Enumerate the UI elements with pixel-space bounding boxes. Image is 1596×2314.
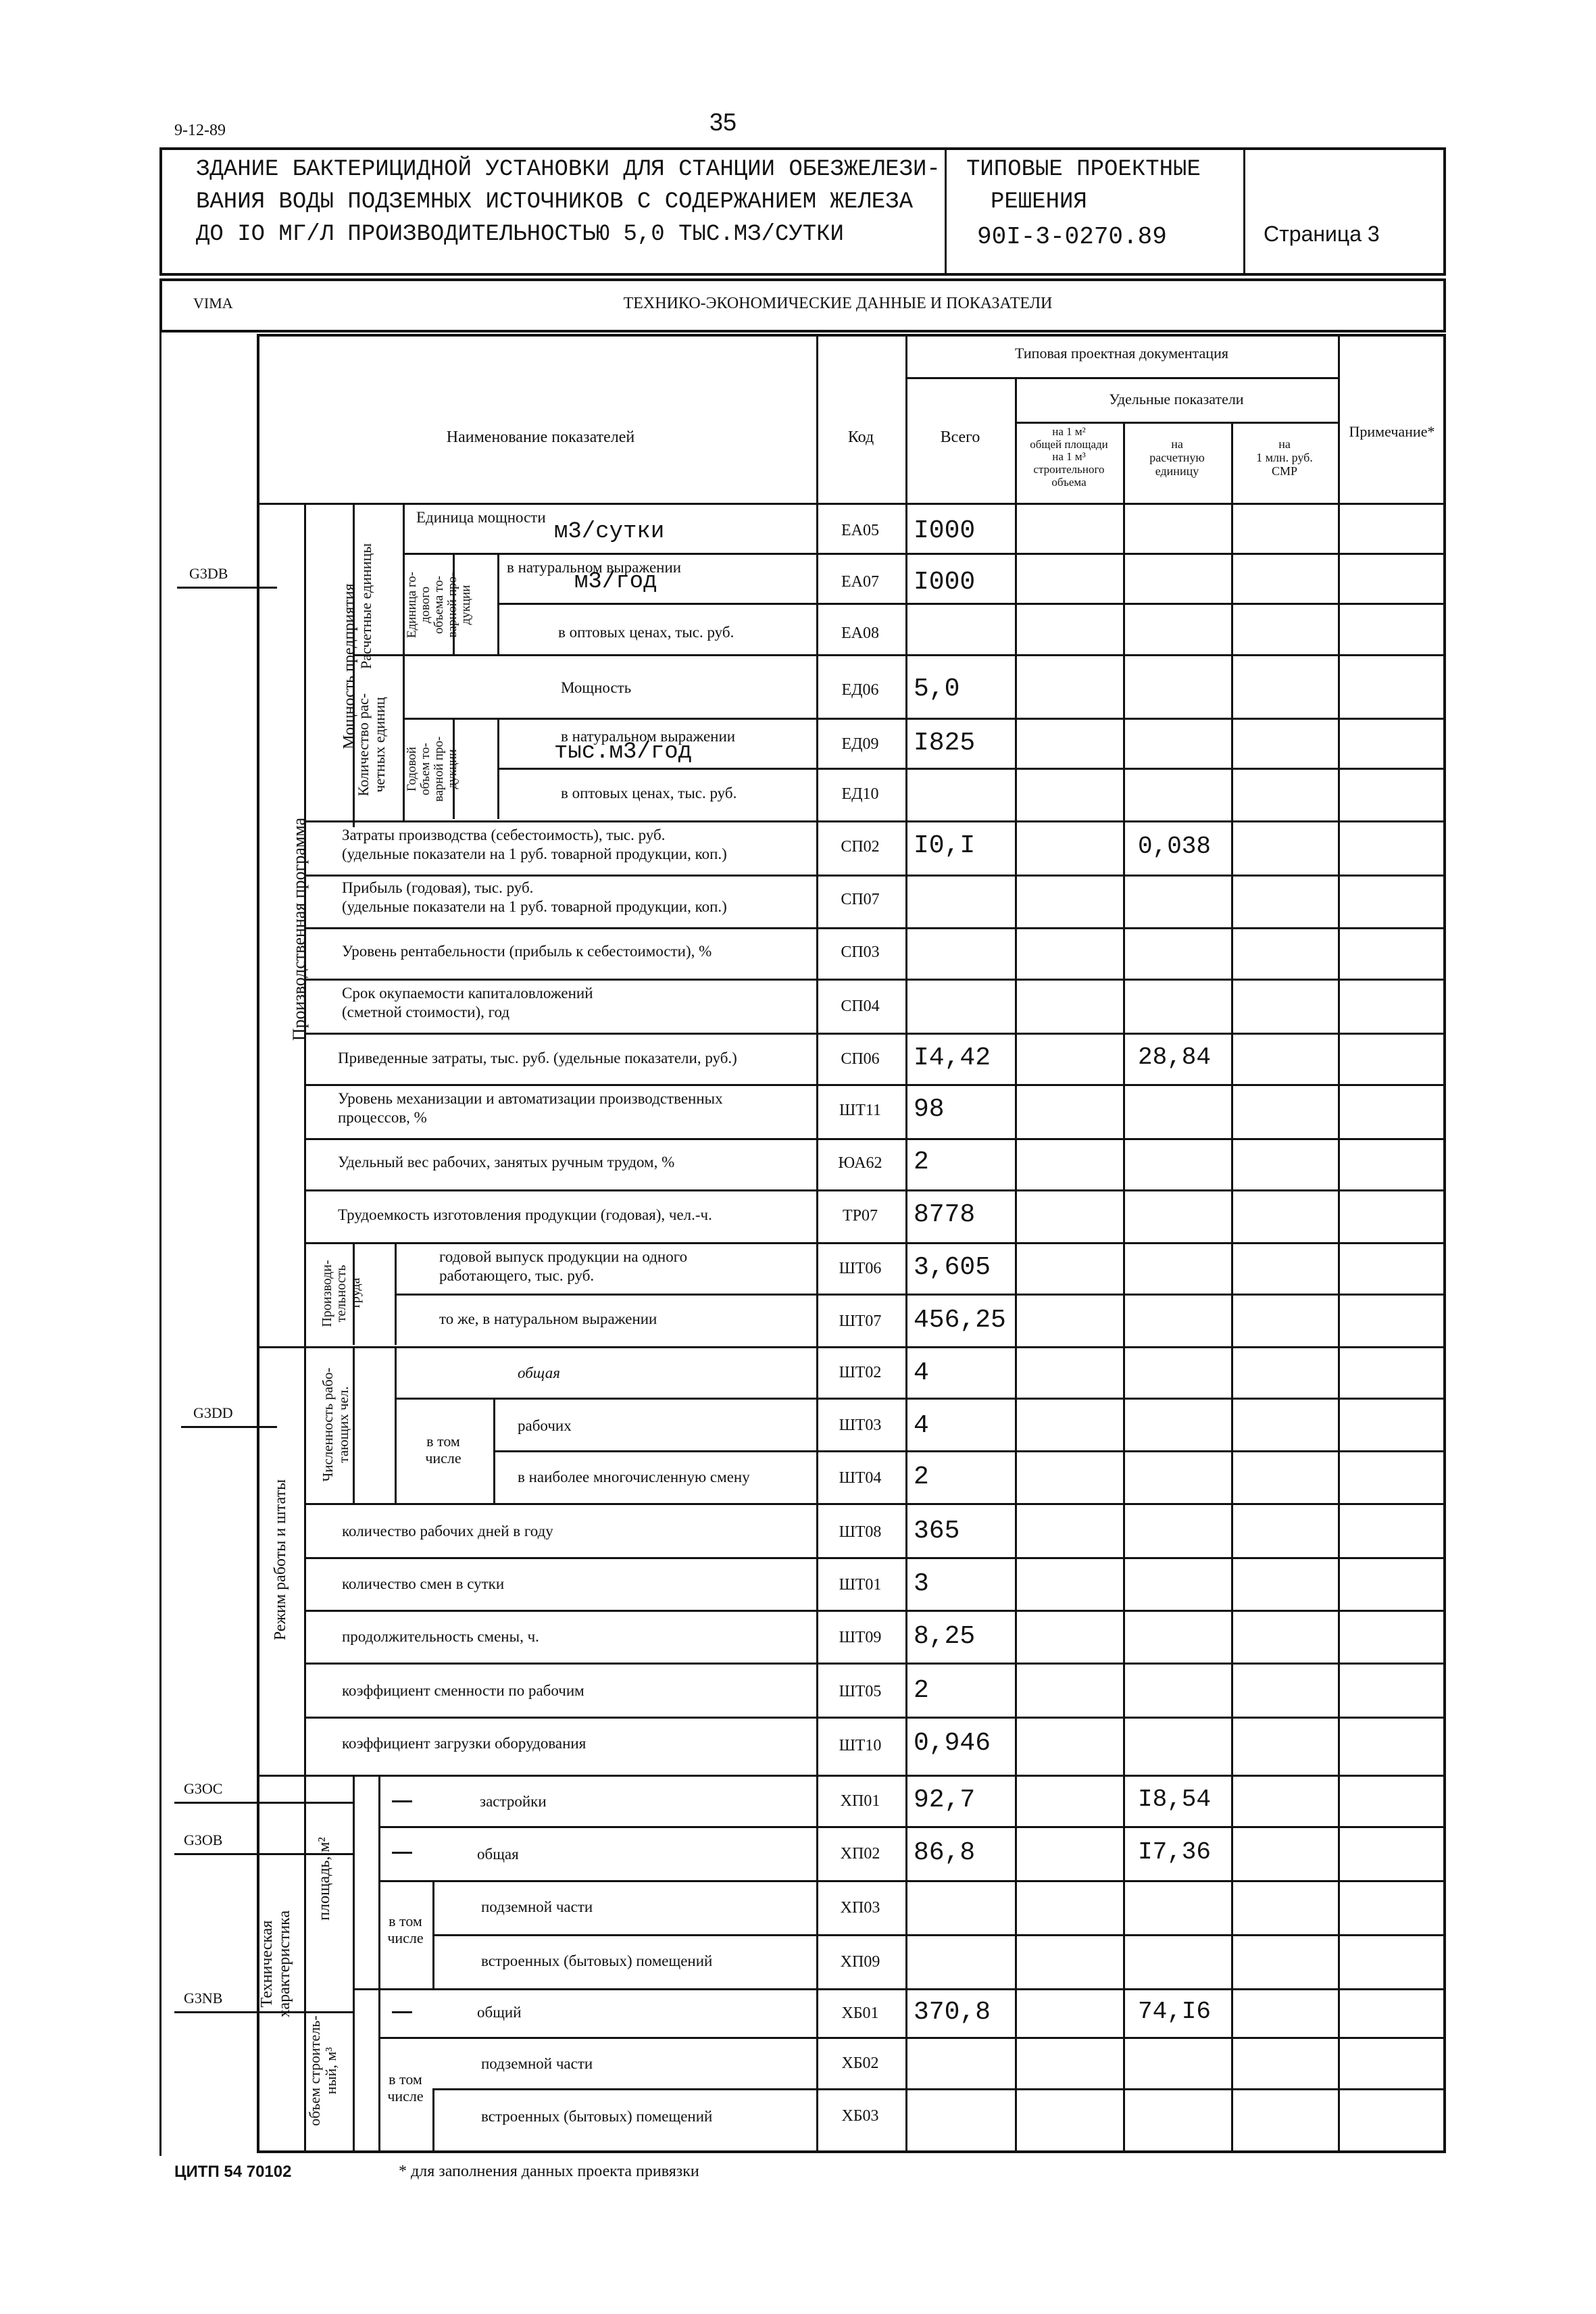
total-sp02: I0,I (914, 831, 976, 860)
per-unit-sp02: 0,038 (1138, 833, 1212, 860)
code-sht09: ШТ09 (839, 1629, 882, 1646)
total-sht06: 3,605 (914, 1253, 991, 1282)
total-sht01: 3 (914, 1569, 929, 1598)
side-code-g3oc: G3OC (184, 1780, 223, 1797)
series-line-1: ТИПОВЫЕ ПРОЕКТНЫЕ (966, 157, 1201, 182)
row-handwritten-ed09: тыс.м3/год (554, 739, 693, 765)
total-ea05: I000 (914, 516, 976, 545)
total-ea07: I000 (914, 568, 976, 597)
code-sht07: ШТ07 (839, 1312, 882, 1330)
total-ed06: 5,0 (914, 674, 960, 704)
total-yua62: 2 (914, 1148, 929, 1177)
group-volume: объем строитель- ный, м³ (306, 2015, 340, 2126)
group-units-count: Количество рас- четных единиц (355, 693, 389, 797)
per-unit-sp06: 28,84 (1138, 1043, 1212, 1071)
total-sht03: 4 (914, 1411, 929, 1440)
code-sht02: ШТ02 (839, 1364, 882, 1381)
header-specific: Удельные показатели (1109, 391, 1244, 408)
row-label-yua62: Удельный вес рабочих, занятых ручным трудом, % (338, 1154, 675, 1171)
code-sht01: ШТ01 (839, 1576, 882, 1594)
header-per-mln: на 1 млн. руб. СМР (1256, 437, 1313, 478)
doc-code: 9-12-89 (174, 122, 226, 139)
row-label-hp09: встроенных (бытовых) помещений (481, 1952, 713, 1969)
row-label-sht01: количество смен в сутки (342, 1575, 505, 1592)
group-annual-volume: Годовой объем то- варной про- дукции (405, 736, 459, 802)
total-hp01: 92,7 (914, 1786, 976, 1815)
title-line-2: ВАНИЯ ВОДЫ ПОДЗЕМНЫХ ИСТОЧНИКОВ С СОДЕРЖАНИЕМ ЖЕЛЕЗА (196, 189, 913, 215)
code-hb02: ХБ02 (841, 2054, 879, 2072)
total-sht08: 365 (914, 1517, 960, 1546)
footer-left: ЦИТП 54 70102 (174, 2163, 292, 2181)
total-sht05: 2 (914, 1676, 929, 1705)
row-label-sp03: Уровень рентабельности (прибыль к себестоимости), % (342, 943, 712, 960)
total-ed09: I825 (914, 729, 976, 758)
group-area: площадь, м² (316, 1837, 333, 1921)
row-label-hp01: застройки (480, 1793, 547, 1810)
code-hp09: ХП09 (840, 1953, 880, 1971)
page-number: 35 (709, 108, 737, 136)
row-label-sht09: продолжительность смены, ч. (342, 1628, 539, 1645)
footer-note: * для заполнения данных проекта привязки (399, 2163, 699, 2180)
title-line-3: ДО IO МГ/Л ПРОИЗВОДИТЕЛЬНОСТЬЮ 5,0 ТЫС.МЗ/СУТКИ (196, 222, 844, 247)
code-hp03: ХП03 (840, 1899, 880, 1917)
section-code: VIMA (193, 295, 233, 312)
header-per-unit: на расчетную единицу (1149, 437, 1205, 478)
code-ea05: ЕА05 (841, 522, 879, 539)
side-code-g3db: G3DB (189, 565, 228, 582)
code-ed06: ЕД06 (841, 681, 879, 699)
row-label-sht04: в наиболее многочисленную смену (518, 1469, 750, 1485)
code-ea08: ЕА08 (841, 624, 879, 642)
code-ed10: ЕД10 (841, 785, 879, 803)
row-label-sp06: Приведенные затраты, тыс. руб. (удельные показатели, руб.) (338, 1050, 737, 1066)
header-note: Примечание* (1349, 423, 1435, 440)
code-sp03: СП03 (841, 943, 880, 961)
code-ed09: ЕД09 (841, 735, 879, 753)
group-productivity: Производи- тельность труда (320, 1260, 363, 1327)
per-unit-hp01: I8,54 (1138, 1786, 1212, 1813)
total-sht04: 2 (914, 1462, 929, 1492)
section-title: ТЕХНИКО-ЭКОНОМИЧЕСКИЕ ДАННЫЕ И ПОКАЗАТЕЛИ (623, 295, 1053, 312)
code-hb01: ХБ01 (841, 2004, 879, 2022)
row-label-hb01: общий (477, 2004, 522, 2021)
row-handwritten-ea05: м3/сутки (554, 519, 665, 545)
row-label-sht10: коэффициент загрузки оборудования (342, 1735, 587, 1752)
total-tr07: 8778 (914, 1200, 976, 1229)
header-typical-docs: Типовая проектная документация (1015, 345, 1228, 362)
row-label-hp03: подземной части (481, 1898, 593, 1915)
code-sht08: ШТ08 (839, 1523, 882, 1541)
row-label-sht06: годовой выпуск продукции на одного работающего, тыс. руб. (439, 1248, 688, 1284)
side-code-g3dd: G3DD (193, 1404, 233, 1421)
total-hp02: 86,8 (914, 1838, 976, 1867)
code-tr07: ТР07 (842, 1207, 878, 1225)
total-sht07: 456,25 (914, 1306, 1006, 1335)
row-label-ed06: Мощность (561, 679, 632, 696)
total-sht11: 98 (914, 1095, 945, 1124)
row-label-hb02: подземной части (481, 2055, 593, 2072)
row-label-ea07: в натуральном выражении (507, 559, 682, 576)
including-workers: в том числе (425, 1433, 462, 1467)
code-hp01: ХП01 (840, 1792, 880, 1810)
series-line-2: РЕШЕНИЯ (991, 189, 1087, 215)
row-handwritten-ea07: м3/год (574, 569, 657, 595)
row-label-sp02: Затраты производства (себестоимость), тыс. руб. (удельные показатели на 1 руб. товарной продукции, коп.) (342, 827, 727, 862)
total-sht09: 8,25 (914, 1622, 976, 1651)
code-sht10: ШТ10 (839, 1737, 882, 1754)
code-sp02: СП02 (841, 838, 880, 856)
code-sp04: СП04 (841, 998, 880, 1015)
code-sht03: ШТ03 (839, 1417, 882, 1434)
row-label-sp04: Срок окупаемости капиталовложений (сметной стоимости), год (342, 985, 593, 1020)
group-workers: Численность рабо- тающих чел. (320, 1367, 352, 1482)
total-sp06: I4,42 (914, 1043, 991, 1073)
row-label-sht03: рабочих (518, 1417, 572, 1434)
row-label-ea08: в оптовых ценах, тыс. руб. (558, 624, 734, 641)
group-annual-output: Единица го- дового объема то- варной про- дукции (405, 571, 473, 639)
code-yua62: ЮА62 (838, 1154, 882, 1172)
row-label-sht08: количество рабочих дней в году (342, 1523, 553, 1540)
group-enterprise-capacity: Мощность предприятия (341, 583, 358, 749)
code-hb03: ХБ03 (841, 2107, 879, 2125)
title-line-1: ЗДАНИЕ БАКТЕРИЦИДНОЙ УСТАНОВКИ ДЛЯ СТАНЦИИ ОБЕЗЖЕЛЕЗИ- (196, 157, 941, 182)
total-sht02: 4 (914, 1358, 929, 1387)
per-unit-hb01: 74,I6 (1138, 1998, 1212, 2025)
page-label: Страница 3 (1264, 222, 1380, 246)
row-label-sht11: Уровень механизации и автоматизации производственных процессов, % (338, 1090, 723, 1126)
row-label-ea05: Единица мощности (416, 509, 546, 526)
group-production-program: Производственная программа (289, 817, 309, 1041)
row-label-hp02: общая (477, 1846, 519, 1863)
per-unit-hp02: I7,36 (1138, 1838, 1212, 1866)
row-label-sht05: коэффициент сменности по рабочим (342, 1682, 584, 1699)
header-per-m2: на 1 м² общей площади на 1 м³ строительного объема (1030, 425, 1108, 489)
side-code-g3nb: G3NB (184, 1990, 223, 2007)
header-name: Наименование показателей (446, 428, 635, 446)
code-hp02: ХП02 (840, 1845, 880, 1863)
including-volume: в том числе (387, 2071, 424, 2105)
code-sp06: СП06 (841, 1050, 880, 1068)
group-tech-char: Техническая характеристика (258, 1910, 294, 2018)
group-calc-units: Расчетные единицы (357, 543, 374, 669)
code-sht11: ШТ11 (839, 1102, 881, 1119)
row-label-hb03: встроенных (бытовых) помещений (481, 2108, 713, 2125)
header-total: Всего (940, 428, 980, 446)
code-sht05: ШТ05 (839, 1683, 882, 1700)
code-sht04: ШТ04 (839, 1469, 882, 1487)
code-sp07: СП07 (841, 891, 880, 908)
row-label-ed10: в оптовых ценах, тыс. руб. (561, 785, 737, 802)
total-sht10: 0,946 (914, 1729, 991, 1758)
row-label-sht02: общая (518, 1364, 560, 1381)
row-label-ed09: в натуральном выражении (561, 728, 736, 745)
row-label-sht07: то же, в натуральном выражении (439, 1310, 657, 1327)
row-label-tr07: Трудоемкость изготовления продукции (годовая), чел.-ч. (338, 1206, 712, 1223)
total-hb01: 370,8 (914, 1998, 991, 2027)
header-code: Код (847, 428, 874, 446)
group-work-mode: Режим работы и штаты (272, 1479, 289, 1641)
series-line-3: 90I-3-0270.89 (977, 223, 1167, 251)
row-label-sp07: Прибыль (годовая), тыс. руб. (удельные показатели на 1 руб. товарной продукции, коп.) (342, 879, 727, 915)
side-code-g3ob: G3OB (184, 1831, 223, 1848)
including-area: в том числе (387, 1913, 424, 1947)
code-sht06: ШТ06 (839, 1260, 882, 1277)
code-ea07: ЕА07 (841, 573, 879, 591)
